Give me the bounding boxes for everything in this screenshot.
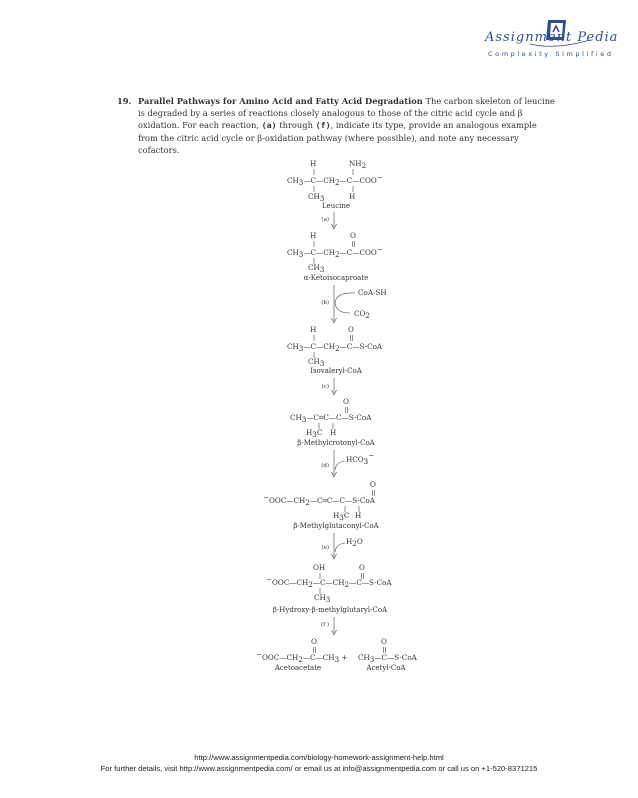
- isovaleryl-coa-label: Isovaleryl-CoA: [310, 367, 362, 375]
- svg-text:O: O: [381, 637, 387, 646]
- water-cofactor-o: O: [356, 537, 363, 546]
- problem-text-part: , indicate its type, provide an analogous example from the citric acid cycle or β-oxidation pathway (where possible), and note any necessary cofactors.: [138, 120, 537, 155]
- svg-text:CH3: CH3: [308, 263, 325, 274]
- problem-text-part: through: [276, 120, 316, 131]
- svg-text:O: O: [350, 231, 356, 240]
- step-a-label: (a): [321, 217, 329, 223]
- svg-text:O: O: [311, 637, 317, 646]
- leucine-structure: [287, 159, 383, 210]
- logo-name: Assignment Pedia: [485, 30, 619, 45]
- methylglutaconyl-coa-label: β-Methylglutaconyl-CoA: [293, 522, 379, 530]
- logo-tagline: Complexity Simplified: [488, 50, 614, 58]
- svg-text:−OOC—CH2—C—CH2—C—S-CoA: −OOC—CH2—C—CH2—C—S-CoA: [266, 575, 392, 589]
- reaction-arrow-e: [321, 533, 362, 559]
- problem-title: Parallel Pathways for Amino Acid and Fatty Acid Degradation: [138, 96, 423, 106]
- reaction-arrow-d: [321, 450, 374, 477]
- svg-text:H: H: [310, 325, 317, 334]
- svg-text:H2O: H2O: [346, 537, 363, 548]
- svg-text:CH3—C—S-CoA: CH3—C—S-CoA: [358, 653, 417, 664]
- svg-text:CH3—C—CH2—C—COO−: CH3—C—CH2—C—COO−: [287, 245, 383, 259]
- svg-text:O: O: [343, 397, 349, 406]
- reaction-arrow-f: [321, 617, 337, 635]
- ketoisocaproate-label: α-Ketoisocaproate: [303, 274, 369, 282]
- reaction-f-label: (f): [315, 120, 331, 131]
- hco3-cofactor: HCO: [346, 455, 364, 464]
- hmg-coa-structure: [266, 563, 392, 614]
- svg-text:CH3—C—CH2—C—COO−: CH3—C—CH2—C—COO−: [287, 173, 383, 187]
- water-cofactor: H: [346, 537, 353, 546]
- svg-text:CH3—C—CH2—C—S-CoA: CH3—C—CH2—C—S-CoA: [287, 342, 383, 353]
- svg-text:CO2: CO2: [354, 309, 370, 320]
- methylcrotonyl-coa-label: β-Methylcrotonyl-CoA: [297, 439, 375, 447]
- problem-number: 19.: [117, 96, 132, 106]
- svg-text:H3C: H3C: [306, 428, 323, 439]
- svg-text:H: H: [330, 428, 337, 437]
- footer-url[interactable]: http://www.assignmentpedia.com/biology-homework-assignment-help.html: [194, 753, 444, 762]
- svg-text:NH2: NH2: [349, 159, 367, 170]
- acetoacetate-structure: [256, 637, 347, 672]
- step-e-label: (e): [321, 545, 329, 551]
- svg-text:CH3: CH3: [308, 192, 325, 203]
- svg-text:O: O: [348, 325, 354, 334]
- svg-text:O: O: [359, 563, 365, 572]
- ketoisocaproate-structure: [287, 231, 383, 282]
- acetoacetate-label: Acetoacetate: [274, 664, 322, 672]
- svg-text:−OOC—CH2—C—CH3 +: −OOC—CH2—C—CH3 +: [256, 650, 348, 664]
- methylcrotonyl-coa-structure: [290, 397, 376, 447]
- step-f-label: (f ): [320, 622, 329, 628]
- svg-text:H: H: [349, 192, 356, 201]
- acetyl-coa-label: Acetyl-CoA: [366, 664, 406, 672]
- svg-text:O: O: [370, 480, 376, 489]
- svg-text:CH3—C═C—C—S-CoA: CH3—C═C—C—S-CoA: [290, 413, 372, 424]
- reaction-a-label: (a): [261, 120, 277, 131]
- svg-text:H: H: [310, 231, 317, 240]
- isovaleryl-coa-structure: [287, 325, 383, 375]
- problem-text-part: The carbon skeleton of leucine is degraded by a series of reactions closely analogous to those of the citric acid cycle and β oxidation. For each reaction,: [138, 96, 555, 131]
- reaction-arrow-b: [321, 285, 386, 323]
- co2-cofactor: CO: [354, 309, 366, 318]
- reaction-arrow-c: [322, 378, 337, 395]
- svg-text:OH: OH: [313, 563, 326, 572]
- methylglutaconyl-coa-structure: [263, 480, 380, 530]
- step-d-label: (d): [321, 463, 329, 469]
- svg-text:CH3: CH3: [308, 357, 325, 368]
- svg-text:CH3: CH3: [314, 593, 331, 604]
- step-c-label: (c): [321, 384, 329, 390]
- acetyl-coa-structure: [358, 637, 418, 672]
- leucine-label: Leucine: [321, 202, 351, 210]
- svg-text:H: H: [310, 159, 317, 168]
- step-b-label: (b): [321, 300, 329, 306]
- svg-text:H3C: H3C: [333, 511, 350, 522]
- hmg-coa-label: β-Hydroxy-β-methylglutaryl-CoA: [272, 606, 388, 614]
- reaction-arrow-a: [321, 212, 336, 229]
- svg-text:−OOC—CH2—C═C—C—S-CoA: −OOC—CH2—C═C—C—S-CoA: [263, 493, 375, 507]
- coash-cofactor: CoA-SH: [358, 288, 387, 297]
- svg-text:H: H: [355, 511, 362, 520]
- footer-contact: For further details, visit http://www.assignmentpedia.com/ or email us at info@assignmentpedia.com or call us on +1-520-8371215: [100, 764, 538, 773]
- svg-text:HCO3−: HCO3−: [346, 451, 375, 466]
